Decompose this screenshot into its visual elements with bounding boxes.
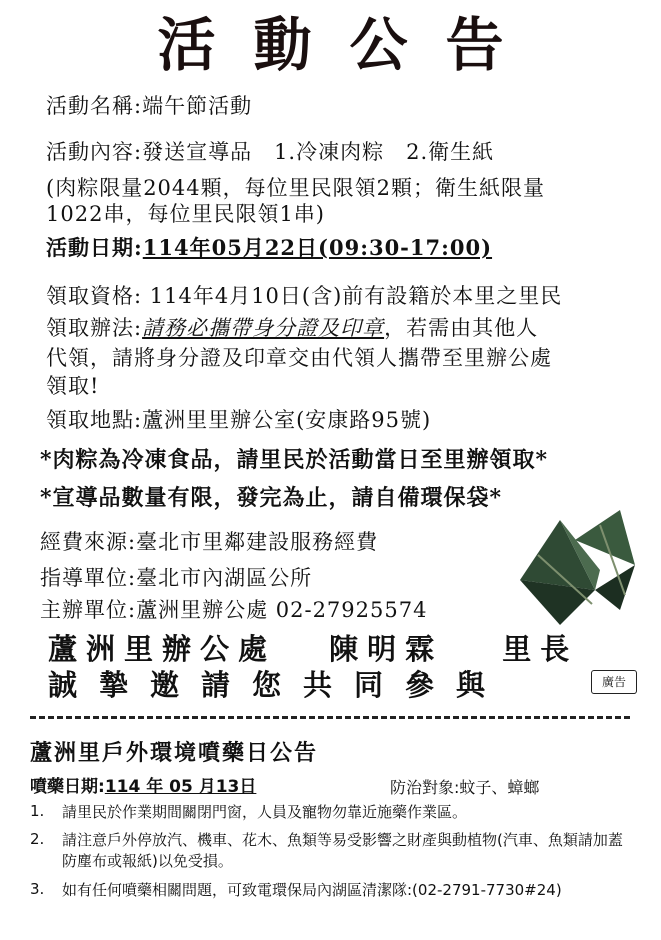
spray-item-text: 請里民於作業期間關閉門窗，人員及寵物勿靠近施藥作業區。 — [62, 803, 468, 821]
spray-item-text: 請注意戶外停放汽、機車、花木、魚類等易受影響之財產與動植物(汽車、魚類請加蓋防塵布或報紙)以免受損。 — [62, 831, 623, 870]
spray-item-number: 1. — [30, 802, 45, 820]
invitation-line: 誠摯邀請您共同參與 — [48, 668, 508, 702]
organizer: 主辦單位:蘆洲里辦公處 02-27925574 — [40, 598, 428, 622]
event-date-value: 114年05月22日(09:30-17:00) — [142, 235, 493, 260]
eligibility: 領取資格: 114年4月10日(含)前有設籍於本里之里民 — [46, 284, 563, 308]
method-label: 領取辦法: — [46, 316, 143, 340]
funding-source: 經費來源:臺北市里鄰建設服務經費 — [40, 530, 379, 554]
spray-title: 蘆洲里戶外環境噴藥日公告 — [30, 741, 319, 766]
method-line-1 — [46, 314, 538, 342]
method-emphasis: 請務必攜帶身分證及印章 — [142, 316, 385, 340]
notice-limited: *宣導品數量有限，發完為止，請自備環保袋* — [40, 485, 503, 511]
spray-item-text: 如有任何噴藥相關問題，可致電環保局內湖區清潔隊:(02-2791-7730#24) — [62, 881, 562, 899]
org-signature-line — [48, 630, 578, 668]
ad-badge: 廣告 — [591, 670, 637, 694]
section-divider — [30, 716, 630, 719]
event-name: 活動名稱:端午節活動 — [46, 94, 253, 118]
spray-date-value: 114 年 05 月13日 — [104, 777, 257, 797]
spray-date-label: 噴藥日期: — [30, 777, 105, 797]
guidance-unit: 指導單位:臺北市內湖區公所 — [40, 566, 313, 590]
limit-line-2: 1022串，每位里民限領1串) — [46, 202, 325, 226]
event-content: 活動內容:發送宣導品 1.冷凍肉粽 2.衛生紙 — [46, 140, 495, 164]
method-line-3: 領取! — [46, 374, 100, 398]
method-line-2: 代領，請將身分證及印章交由代領人攜帶至里辦公處 — [46, 346, 552, 370]
event-date-label: 活動日期: — [46, 235, 143, 260]
org-chief-name: 陳明霖 — [329, 632, 444, 666]
spray-date — [30, 772, 256, 797]
spray-targets: 防治對象:蚊子、蟑螂 — [390, 778, 540, 797]
event-date — [46, 234, 492, 262]
org-chief-title: 里長 — [502, 632, 579, 666]
method-rest: ，若需由其他人 — [384, 316, 539, 340]
notice-frozen: *肉粽為冷凍食品，請里民於活動當日至里辦領取* — [40, 447, 549, 473]
spray-item-number: 3. — [30, 880, 45, 898]
pickup-location: 領取地點:蘆洲里里辦公室(安康路95號) — [46, 408, 432, 432]
zongzi-rice-dumpling-icon — [500, 500, 640, 640]
limit-line-1: (肉粽限量2044顆，每位里民限領2顆；衛生紙限量 — [46, 176, 545, 200]
notice-title: 活動公告 — [157, 11, 542, 79]
spray-item-number: 2. — [30, 830, 45, 848]
org-office: 蘆洲里辦公處 — [48, 632, 277, 666]
